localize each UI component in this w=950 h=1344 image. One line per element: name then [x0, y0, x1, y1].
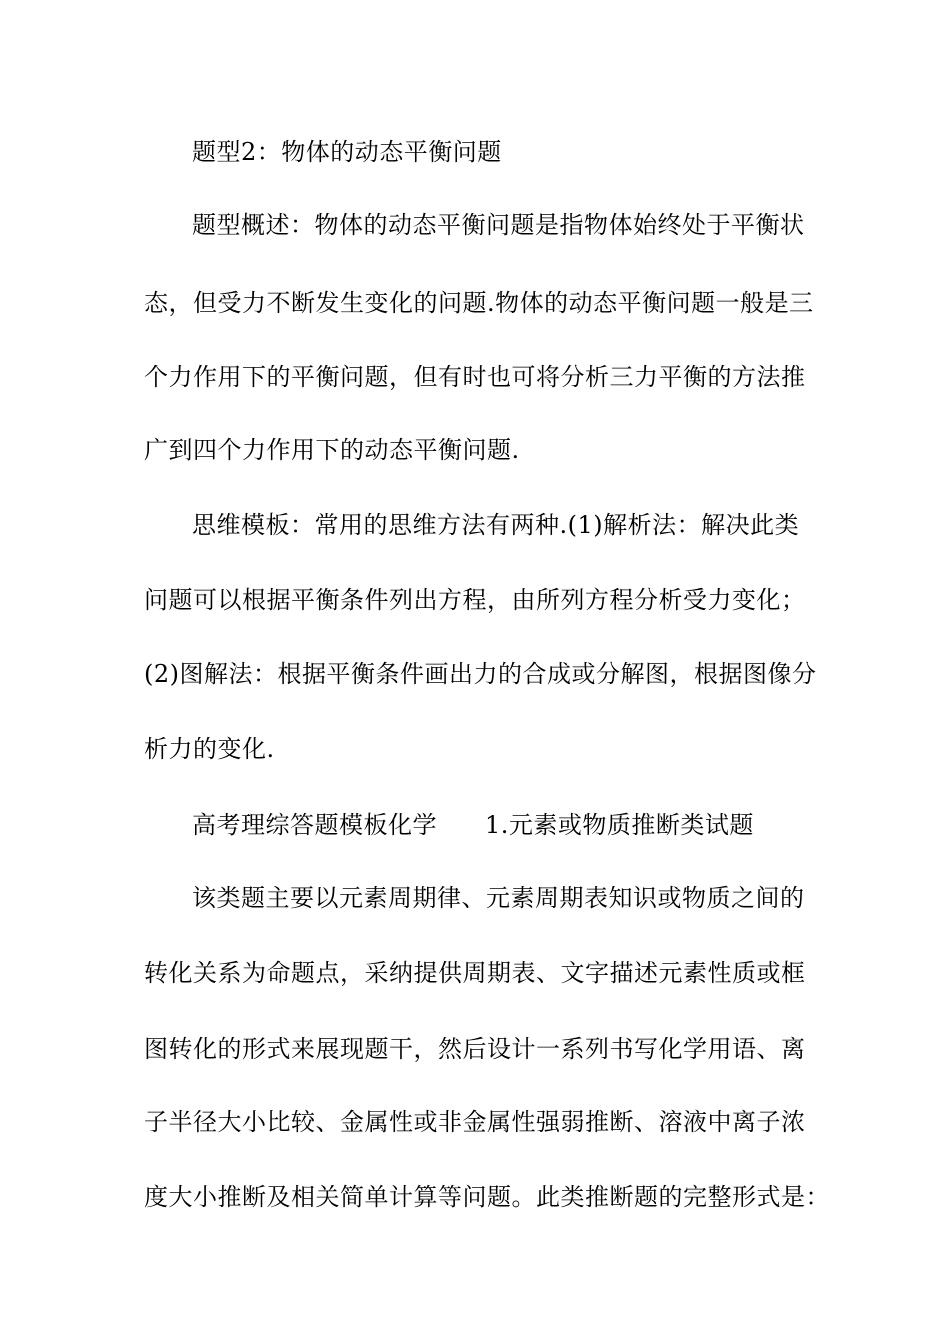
chem-heading	[192, 810, 872, 840]
template-line-2: 问题可以根据平衡条件列出方程，由所列方程分析受力变化；	[144, 586, 806, 614]
template-line-4: 析力的变化.	[144, 735, 275, 763]
chem-intro-line-4: 子半径大小比较、金属性或非金属性强弱推断、溶液中离子浓	[144, 1108, 806, 1136]
template-line-1: 思维模板：常用的思维方法有两种.(1)解析法：解决此类	[192, 511, 800, 539]
chem-heading-right: 1.元素或物质推断类试题	[485, 811, 754, 839]
section-title: 题型2：物体的动态平衡问题	[192, 138, 502, 166]
chem-intro-line-5: 度大小推断及相关简单计算等问题。此类推断题的完整形式是：	[144, 1183, 830, 1211]
overview-line-4: 广到四个力作用下的动态平衡问题.	[144, 436, 520, 464]
overview-line-1: 题型概述：物体的动态平衡问题是指物体始终处于平衡状	[192, 211, 805, 239]
overview-line-3: 个力作用下的平衡问题，但有时也可将分析三力平衡的方法推	[144, 363, 806, 391]
chem-intro-line-3: 图转化的形式来展现题干，然后设计一系列书写化学用语、离	[144, 1035, 806, 1063]
overview-line-2: 态，但受力不断发生变化的问题.物体的动态平衡问题一般是三	[144, 289, 814, 317]
chem-intro-line-1: 该类题主要以元素周期律、元素周期表知识或物质之间的	[192, 884, 805, 912]
chem-intro-line-2: 转化关系为命题点，采纳提供周期表、文字描述元素性质或框	[144, 959, 806, 987]
template-line-3: (2)图解法：根据平衡条件画出力的合成或分解图，根据图像分	[144, 660, 817, 688]
chem-heading-left: 高考理综答题模板化学	[192, 811, 437, 839]
